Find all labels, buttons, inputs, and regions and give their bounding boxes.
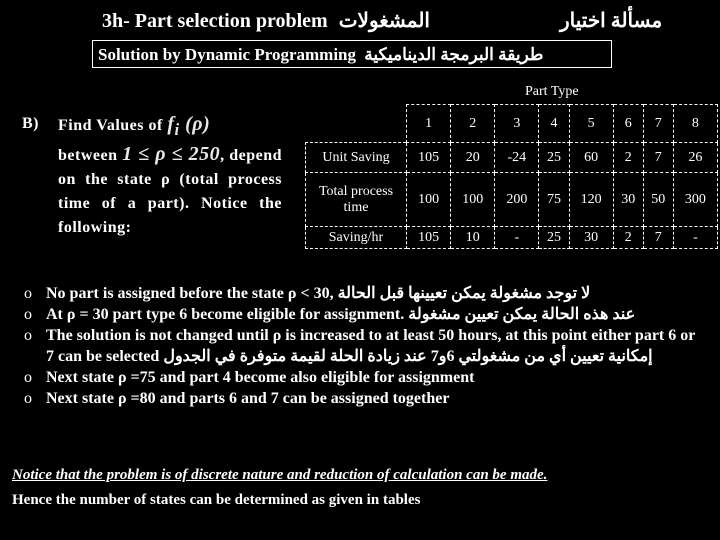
table-cell: 25: [539, 143, 569, 173]
table-header-label: Part Type: [525, 84, 579, 99]
f-argument: (ρ): [185, 113, 211, 135]
table-cell: -24: [495, 143, 539, 173]
column-header: 2: [451, 105, 495, 143]
table-cell: 26: [673, 143, 717, 173]
range-comma: ,: [220, 147, 225, 164]
list-item: o At ρ = 30 part type 6 become eligible for assignment. عند هذه الحالة يمكن تعيين مشغولة: [24, 304, 704, 325]
list-item: o The solution is not changed until ρ is increased to at least 50 hours, at this point either part 6 or 7 can be selected إمكانية تعيين أي من مشغولتي 6و7 عند زيادة الحلة لقيمة متوفرة في الجدول: [24, 325, 704, 367]
left-panel-body: [58, 112, 282, 240]
table-cell: 7: [643, 227, 673, 249]
column-header: 1: [407, 105, 451, 143]
table-cell: 200: [495, 173, 539, 227]
table-cell: 30: [613, 173, 643, 227]
table-cell: 100: [407, 173, 451, 227]
table-cell: 2: [613, 227, 643, 249]
table-cell: 10: [451, 227, 495, 249]
table-cell: 75: [539, 173, 569, 227]
subtitle-english: Solution by Dynamic Programming: [98, 45, 357, 64]
conclusion-text: Hence the number of states can be determined as given in tables: [12, 492, 421, 508]
column-header: 4: [539, 105, 569, 143]
table-cell: 300: [673, 173, 717, 227]
left-panel: [22, 112, 282, 240]
table-cell: 50: [643, 173, 673, 227]
table-cell: -: [495, 227, 539, 249]
table-corner: [306, 105, 407, 143]
table-row: [306, 227, 718, 249]
table-header-row: [306, 105, 718, 143]
f-symbol: f: [167, 113, 175, 135]
column-header: 7: [643, 105, 673, 143]
table-cell: 2: [613, 143, 643, 173]
table-row: [306, 143, 718, 173]
table-cell: 60: [569, 143, 613, 173]
column-header: 8: [673, 105, 717, 143]
row-label: Saving/hr: [306, 227, 407, 249]
column-header: 5: [569, 105, 613, 143]
list-item: o Next state ρ =80 and parts 6 and 7 can be assigned together: [24, 388, 704, 409]
between-text: between: [58, 147, 118, 164]
range-high: 250: [188, 143, 221, 165]
le-sign-1: ≤: [138, 143, 150, 165]
slide-title: [102, 8, 430, 33]
notice-text: Notice that the problem is of discrete nature and reduction of calculation can be made.: [12, 467, 548, 483]
table-cell: 105: [407, 143, 451, 173]
subtitle-arabic: طريقة البرمجة الديناميكية: [364, 45, 544, 64]
part-type-table: [305, 104, 718, 249]
row-label: Total process time: [306, 173, 407, 227]
range-low: 1: [122, 143, 133, 165]
table-cell: 20: [451, 143, 495, 173]
list-item: o Next state ρ =75 and part 4 become also eligible for assignment: [24, 367, 704, 388]
subtitle: [98, 45, 543, 65]
row-label: Unit Saving: [306, 143, 407, 173]
table-row: [306, 173, 718, 227]
table-cell: 120: [569, 173, 613, 227]
title-arabic: المشغولات: [338, 10, 430, 32]
column-header: 3: [495, 105, 539, 143]
table-cell: 30: [569, 227, 613, 249]
table-cell: 25: [539, 227, 569, 249]
range: [122, 143, 220, 165]
table-cell: -: [673, 227, 717, 249]
table-cell: 100: [451, 173, 495, 227]
column-header: 6: [613, 105, 643, 143]
title-arabic-right: مسألة اختيار: [560, 10, 663, 32]
find-text: Find Values of: [58, 117, 163, 134]
title-english: 3h- Part selection problem: [102, 10, 328, 32]
list-item: o No part is assigned before the state ρ < 30, لا توجد مشغولة يمكن تعيينها قبل الحالة: [24, 283, 704, 304]
table-cell: 7: [643, 143, 673, 173]
le-sign-2: ≤: [171, 143, 184, 165]
function-f: [167, 113, 211, 139]
depend-text: depend on the state ρ (total process time of a part). Notice the following:: [58, 147, 283, 236]
item-label: B): [22, 115, 39, 132]
range-rho: ρ: [155, 143, 167, 165]
bullet-list: [24, 283, 704, 409]
f-subscript: i: [174, 120, 180, 139]
table-cell: 105: [407, 227, 451, 249]
